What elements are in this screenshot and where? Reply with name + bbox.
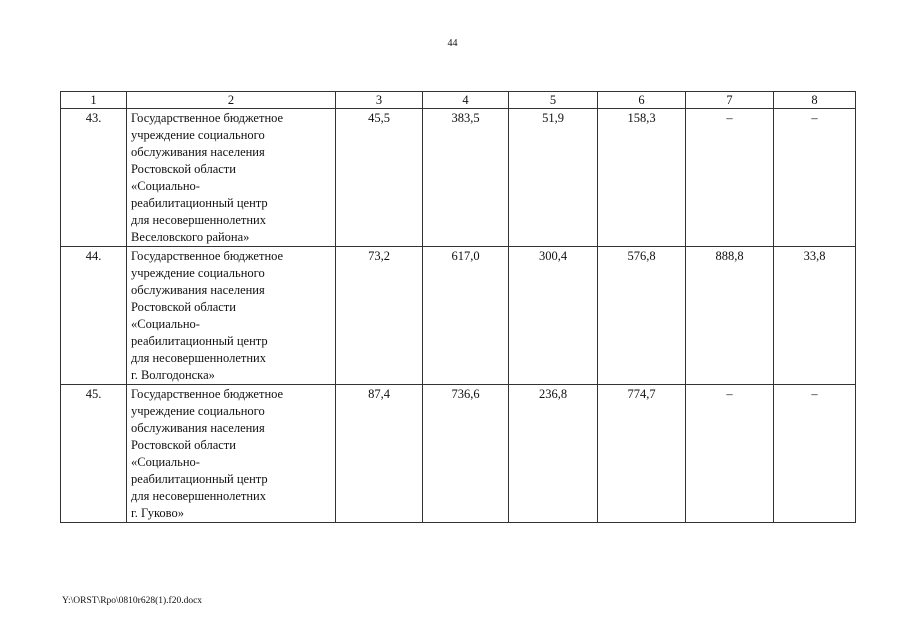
value-cell: 383,5	[423, 109, 509, 247]
name-line: для несовершеннолетних	[131, 351, 266, 365]
row-number: 44.	[61, 247, 127, 385]
value-cell: 73,2	[336, 247, 423, 385]
column-header: 6	[598, 92, 686, 109]
value-cell: 736,6	[423, 385, 509, 523]
value-cell: –	[686, 109, 774, 247]
institution-name	[127, 109, 336, 247]
name-line: «Социально-	[131, 317, 200, 331]
column-header: 4	[423, 92, 509, 109]
name-line: г. Гуково»	[131, 506, 184, 520]
value-cell: 576,8	[598, 247, 686, 385]
name-line: Веселовского района»	[131, 230, 250, 244]
page-number: 44	[447, 38, 458, 49]
value-cell: 888,8	[686, 247, 774, 385]
value-cell: 158,3	[598, 109, 686, 247]
column-header: 2	[127, 92, 336, 109]
name-line: Ростовской области	[131, 162, 236, 176]
table-row	[61, 247, 856, 385]
value-cell: 236,8	[509, 385, 598, 523]
name-line: «Социально-	[131, 179, 200, 193]
value-cell: 300,4	[509, 247, 598, 385]
value-cell: –	[774, 109, 856, 247]
name-line: для несовершеннолетних	[131, 489, 266, 503]
name-line: Ростовской области	[131, 300, 236, 314]
row-number: 43.	[61, 109, 127, 247]
name-line: г. Волгодонска»	[131, 368, 215, 382]
name-line: учреждение социального	[131, 128, 265, 142]
column-header: 3	[336, 92, 423, 109]
table-row	[61, 385, 856, 523]
name-line: обслуживания населения	[131, 421, 265, 435]
name-line: реабилитационный центр	[131, 196, 268, 210]
name-line: учреждение социального	[131, 266, 265, 280]
value-cell: 617,0	[423, 247, 509, 385]
name-line: «Социально-	[131, 455, 200, 469]
name-line: учреждение социального	[131, 404, 265, 418]
data-table	[60, 91, 856, 523]
name-line: Государственное бюджетное	[131, 387, 284, 401]
name-line: реабилитационный центр	[131, 334, 268, 348]
value-cell: 45,5	[336, 109, 423, 247]
institution-name	[127, 385, 336, 523]
table-row	[61, 109, 856, 247]
value-cell: 33,8	[774, 247, 856, 385]
column-header: 5	[509, 92, 598, 109]
value-cell: –	[774, 385, 856, 523]
row-number: 45.	[61, 385, 127, 523]
value-cell: 87,4	[336, 385, 423, 523]
table-header-row	[61, 92, 856, 109]
name-line: Ростовской области	[131, 438, 236, 452]
column-header: 8	[774, 92, 856, 109]
column-header: 1	[61, 92, 127, 109]
name-line: обслуживания населения	[131, 145, 265, 159]
value-cell: –	[686, 385, 774, 523]
value-cell: 51,9	[509, 109, 598, 247]
name-line: Государственное бюджетное	[131, 111, 284, 125]
name-line: Государственное бюджетное	[131, 249, 284, 263]
file-path-footer: Y:\ORST\Rpo\0810r628(1).f20.docx	[62, 596, 203, 606]
name-line: для несовершеннолетних	[131, 213, 266, 227]
value-cell: 774,7	[598, 385, 686, 523]
institution-name	[127, 247, 336, 385]
name-line: обслуживания населения	[131, 283, 265, 297]
name-line: реабилитационный центр	[131, 472, 268, 486]
column-header: 7	[686, 92, 774, 109]
